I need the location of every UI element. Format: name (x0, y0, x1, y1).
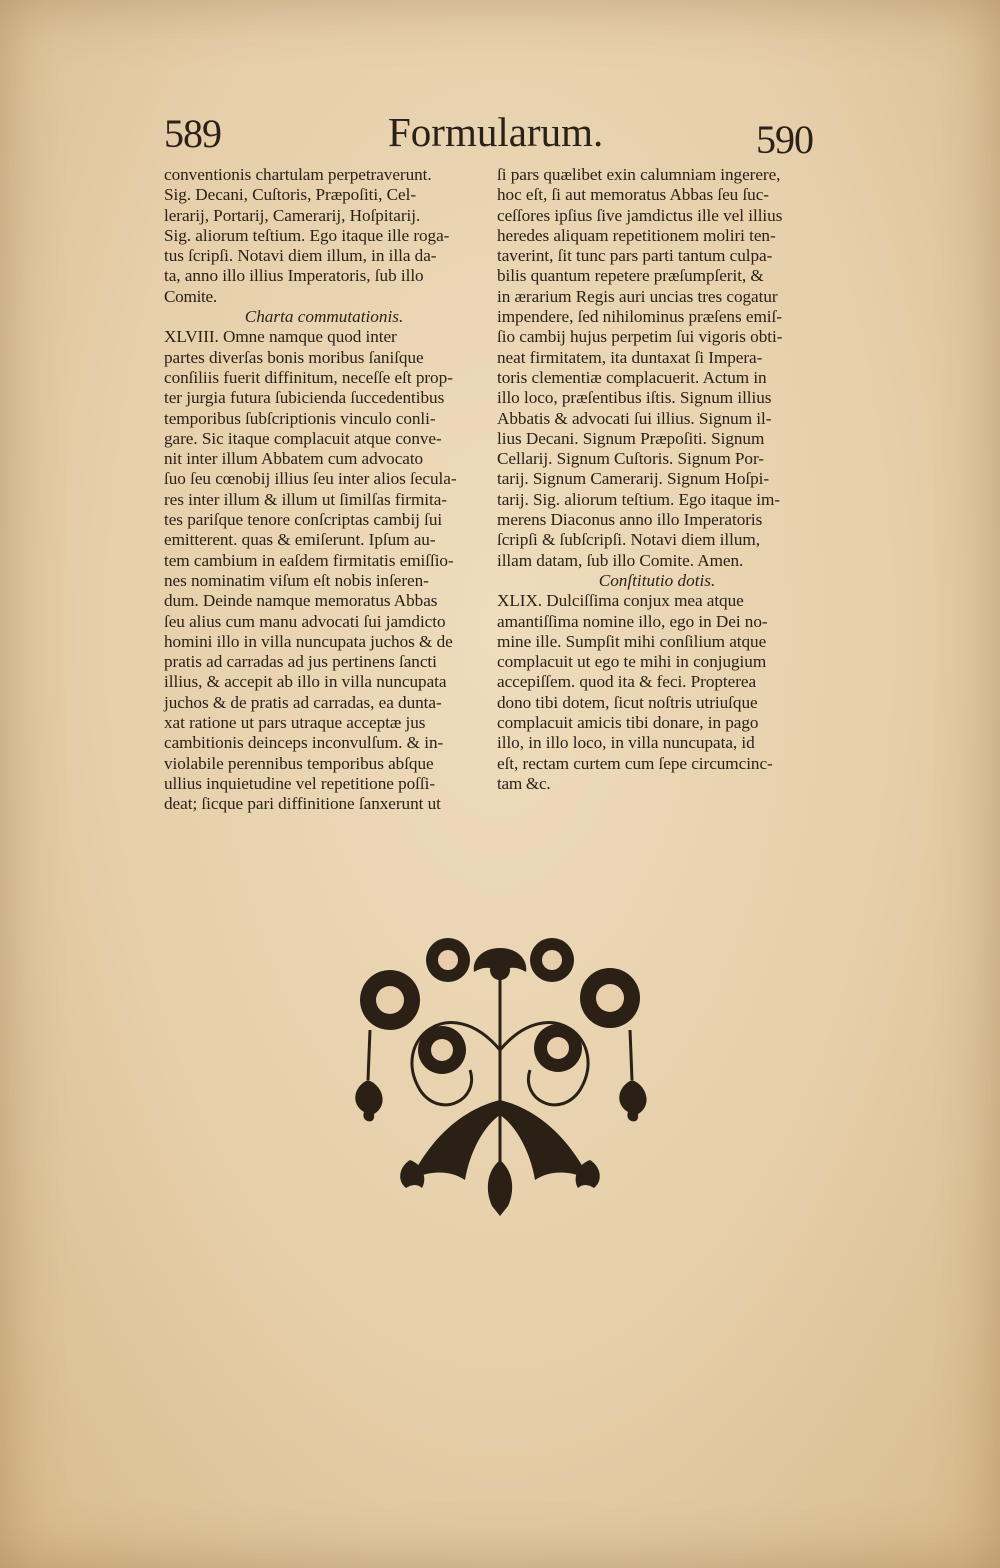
section-heading: Charta commutationis. (244, 307, 404, 327)
text-line: juchos & de pratis ad carradas, ea dunta- (164, 692, 442, 712)
text-line: lerarij, Portarij, Camerarij, Hoſpitarij. (164, 205, 421, 225)
text-line: tam &c. (497, 773, 551, 793)
text-line: heredes aliquam repetitionem moliri ten- (497, 225, 776, 245)
text-line: emitterent. quas & emiſerunt. Ipſum au- (164, 530, 436, 550)
text-line: conventionis chartulam perpetraverunt. (164, 165, 432, 184)
text-line: taverint, ſit tunc pars parti tantum culpa- (497, 246, 773, 266)
text-line: XLVIII. Omne namque quod inter (164, 327, 397, 347)
text-line: nes nominatim viſum eſt nobis inſeren- (164, 570, 429, 590)
text-line: tarij. Signum Camerarij. Signum Hoſpi- (497, 469, 770, 489)
text-line: toris clementiæ complacuerit. Actum in (497, 367, 767, 387)
text-line: neat firmitatem, ita duntaxat ſi Impera- (497, 347, 763, 367)
text-line: Sig. aliorum teſtium. Ego itaque ille roga- (164, 225, 450, 245)
text-line: amantiſſima nomine illo, ego in Dei no- (497, 611, 768, 631)
text-line: eſt, rectam curtem cum ſepe circumcinc- (497, 753, 773, 773)
text-line: tes pariſque tenore conſcriptas cambij ſui (164, 510, 443, 530)
text-line: nit inter illum Abbatem cum advocato (164, 449, 424, 469)
text-line: xat ratione ut pars utraque acceptæ jus (164, 713, 426, 733)
right-text-column (497, 165, 817, 794)
text-line: ſuo ſeu cœnobij illius ſeu inter alios ſecula- (164, 469, 457, 489)
text-line: conſiliis fuerit diffinitum, neceſſe eſt prop- (164, 367, 453, 387)
text-line: violabile perennibus temporibus abſque (164, 753, 434, 773)
text-line: tem cambium in eaſdem firmitatis emiſſio- (164, 550, 454, 570)
left-text-column (164, 165, 484, 815)
text-line: hoc eſt, ſi aut memoratus Abbas ſeu ſuc- (497, 185, 769, 205)
text-line: Comite. (164, 286, 217, 306)
text-line: mine ille. Sumpſit mihi conſilium atque (497, 631, 767, 651)
text-line: illam datam, ſub illo Comite. Amen. (497, 550, 744, 570)
text-line: temporibus ſubſcriptionis vinculo conli- (164, 408, 436, 428)
text-line: gare. Sic itaque complacuit atque conve- (164, 428, 442, 448)
text-line: tus ſcripſi. Notavi diem illum, in illa da- (164, 246, 437, 266)
text-line: Sig. Decani, Cuſtoris, Præpoſiti, Cel- (164, 185, 416, 205)
section-heading: Conſtitutio dotis. (598, 570, 716, 590)
floral-tailpiece-icon (350, 930, 650, 1230)
text-line: ceſſores ipſius ſive jamdictus ille vel illius (497, 205, 783, 225)
text-line: homini illo in villa nuncupata juchos & de (164, 631, 453, 651)
text-line: ta, anno illo illius Imperatoris, ſub illo (164, 266, 424, 286)
text-line: tarij. Sig. aliorum teſtium. Ego itaque im- (497, 489, 780, 509)
text-line: partes diverſas bonis moribus ſaniſque (164, 347, 424, 367)
text-line: res inter illum & illum ut ſimilſas firmita- (164, 489, 447, 509)
text-line: illo, in illo loco, in villa nuncupata, id (497, 733, 755, 753)
right-page-number: 590 (756, 117, 813, 162)
text-line: dono tibi dotem, ſicut noſtris utriuſque (497, 692, 758, 712)
text-line: impendere, ſed nihilominus præſens emiſ- (497, 307, 782, 327)
left-page-number: 589 (164, 111, 221, 156)
text-line: lius Decani. Signum Præpoſiti. Signum (497, 428, 765, 448)
text-line: ſio cambij hujus perpetim ſui vigoris obti- (497, 327, 783, 347)
text-line: complacuit amicis tibi donare, in pago (497, 713, 759, 733)
text-line: Abbatis & advocati ſui illius. Signum il- (497, 408, 772, 428)
text-line: ullius inquietudine vel repetitione poſſi- (164, 773, 436, 793)
page-header (0, 108, 1000, 168)
text-line: illo loco, præſentibus iſtis. Signum illius (497, 388, 772, 408)
text-line: ſi pars quælibet exin calumniam ingerere, (497, 165, 781, 184)
text-line: deat; ſicque pari diffinitione ſanxerunt ut (164, 794, 441, 814)
text-line: cambitionis deinceps inconvulſum. & in- (164, 733, 444, 753)
text-line: ter jurgia futura ſubicienda ſuccedentibus (164, 388, 445, 408)
text-line: illius, & accepit ab illo in villa nuncupata (164, 672, 447, 692)
text-line: ſcripſi & ſubſcripſi. Notavi diem illum, (497, 530, 760, 550)
text-line: bilis quantum repetere præſumpſerit, & (497, 266, 764, 286)
text-line: accepiſſem. quod ita & feci. Propterea (497, 672, 757, 692)
text-line: in ærarium Regis auri uncias tres cogatur (497, 286, 778, 306)
running-title: Formularum. (388, 109, 604, 155)
text-line: Cellarij. Signum Cuſtoris. Signum Por- (497, 449, 764, 469)
text-line: merens Diaconus anno illo Imperatoris (497, 510, 763, 530)
text-line: XLIX. Dulciſſima conjux mea atque (497, 591, 744, 611)
text-line: pratis ad carradas ad jus pertinens ſancti (164, 652, 437, 672)
text-line: ſeu alius cum manu advocati ſui jamdicto (164, 611, 446, 631)
text-line: dum. Deinde namque memoratus Abbas (164, 591, 438, 611)
text-line: complacuit ut ego te mihi in conjugium (497, 652, 767, 672)
